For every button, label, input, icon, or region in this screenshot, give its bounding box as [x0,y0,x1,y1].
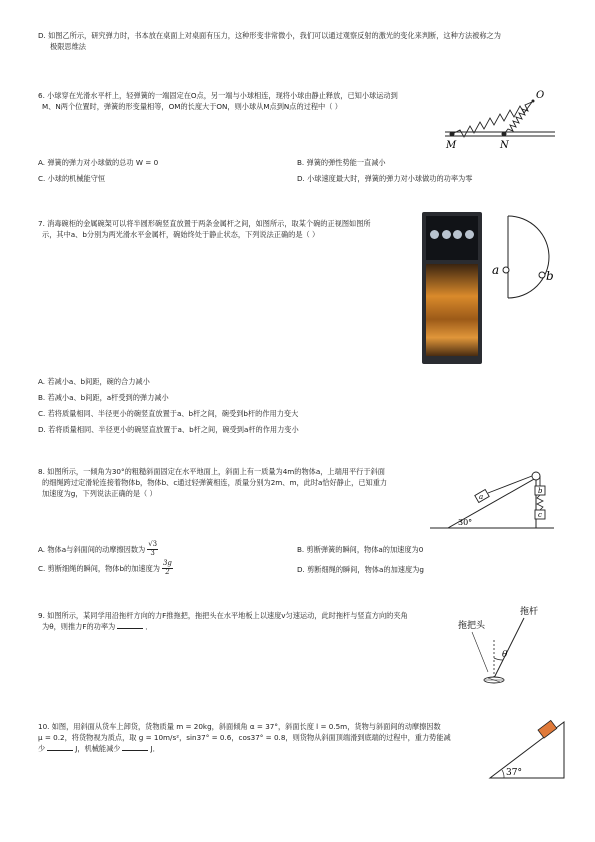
q8-option-a-denominator: 3 [150,548,155,557]
q7-bowl-figure [490,212,565,302]
q8-pulley [532,472,540,480]
q8-stem-line1: 8. 如图所示，一倾角为30°的粗糙斜面固定在水平地面上，斜面上有一质量为4m的物体a，上端用平行于斜面 [38,467,385,476]
q8-option-c-fraction [162,560,173,576]
q8-option-d: D. 剪断细绳的瞬间，物体a的加速度为g [297,565,424,574]
q5-option-d-line2: 极限思维法 [50,42,86,52]
q8-option-c-denominator: 2 [165,567,170,576]
q7-option-d: D. 若将质量相同、半径更小的碗竖直放置于a、b杆之间，碗受到a杆的作用力变小 [38,425,299,434]
q10-stem-line3-b: J，机械能减少 [75,744,121,754]
q8-option-c-text: C. 剪断细绳的瞬间，物体b的加速度为 [38,563,160,573]
question-9 [38,610,448,632]
q9-stem-line2 [38,621,448,632]
q10-cargo-box [538,720,557,738]
q9-label-head: 拖把头 [458,621,486,631]
q9-stem-line2-end: ． [145,622,153,632]
q6-label-n: N [500,140,509,150]
q10-incline-figure [486,712,568,782]
q8-stem-line3: 加速度为g，下列说法正确的是（ ） [42,489,157,499]
q8-option-a-numerator: √3 [148,540,158,548]
q9-stem-line2-text: 为θ，则推力F的功率为 [42,622,116,632]
q6-option-a: A. 弹簧的弹力对小球做的总功 W = 0 [38,158,159,167]
q10-stem-line2: μ = 0.2，将货物视为质点，取 g = 10m/s²，sin37° = 0.6，cos37° = 0.8，则货物从斜面顶端滑到底端的过程中，重力势能减 [38,733,451,743]
q6-option-b: B. 弹簧的弹性势能一直减小 [297,158,386,167]
q8-option-a [38,541,158,557]
q8-option-a-fraction [147,541,158,557]
q8-option-c-numerator: 3g [162,559,172,567]
q10-blank-2 [122,744,148,751]
q8-option-a-text: A. 物体a与斜面间的动摩擦因数为 [38,544,146,554]
q7-option-a: A. 若减小a、b间距，碗的合力减小 [38,377,150,386]
q5-option-d [38,30,558,52]
q9-label-rod: 拖杆 [520,607,539,617]
q6-stem-line1: 6. 小球穿在光滑水平杆上，轻弹簧的一端固定在O点，另一端与小球相连，现将小球由静止释放，已知小球运动到 [38,91,398,100]
question-8 [38,466,428,499]
q7-stem-line1: 7. 消毒碗柜的金属碗架可以将半圆形碗竖直放置于两条金属杆之间，如图所示，取某个碗的正视图如图所 [38,219,371,228]
question-6 [38,90,438,112]
q7-stem-line2: 示，其中a、b分别为两光滑水平金属杆，碗始终处于静止状态，下列说法正确的是（ ） [42,230,320,240]
q8-incline-figure [428,466,558,538]
q10-stem-line3 [38,743,508,754]
question-7 [38,218,408,240]
q5-option-d-line1: D. 如图乙所示，研究弹力时，书本放在桌面上对桌面有压力，这种形变非常微小，我们可以通过观察反射的激光的变化来判断，这种方法被称之为 [38,31,501,40]
q7-label-a: a [492,263,500,277]
q8-option-b: B. 剪断弹簧的瞬间，物体a的加速度为0 [297,545,424,554]
q7-rod-b [539,272,545,278]
q6-option-c: C. 小球的机械能守恒 [38,174,106,183]
q9-answer-blank [117,622,143,629]
q8-label-a: a [479,493,484,501]
q7-option-b: B. 若减小a、b间距，a杆受到的弹力减小 [38,393,169,402]
q7-option-c: C. 若将质量相同、半径更小的碗竖直放置于a、b杆之间，碗受到b杆的作用力变大 [38,409,299,418]
q8-label-b: b [538,487,543,495]
q8-label-c: c [538,511,542,519]
q7-rod-a [503,267,509,273]
q9-label-theta: θ [502,650,508,660]
q9-mop-figure [458,602,553,692]
q10-stem-line1: 10. 如图，用斜面从货车上卸货，货物质量 m = 20kg，斜面倾角 α = 37°，斜面长度 l = 0.5m，货物与斜面间的动摩擦因数 [38,722,441,731]
q6-stem-line2: M、N两个位置时，弹簧的形变量相等，OM的长度大于ON，则小球从M点到N点的过程中（ ） [42,102,342,112]
q7-label-b: b [546,269,554,283]
q10-label-angle: 37° [506,768,522,778]
q6-label-o: O [536,90,545,101]
q10-blank-1 [47,744,73,751]
q10-stem-line3-a: 少 [38,744,46,754]
q8-option-c [38,560,173,576]
q8-label-angle: 30° [458,518,473,527]
q9-stem-line1: 9. 如图所示，某同学用沿拖杆方向的力F推拖把，拖把头在水平地板上以速度v匀速运动，此时拖杆与竖直方向的夹角 [38,611,408,620]
q6-label-m: M [446,140,457,150]
q7-cabinet-photo [422,212,482,364]
q10-stem-line3-c: J． [150,744,160,754]
question-10 [38,721,508,754]
q8-stem-line2: 的细绳跨过定滑轮连接着物体b，物体b、c通过轻弹簧相连，质量分别为2m、m，此时a恰好静止，已知重力 [42,478,388,488]
q6-spring-figure [440,80,560,150]
q6-option-d: D. 小球速度最大时，弹簧的弹力对小球做功的功率为零 [297,174,473,183]
